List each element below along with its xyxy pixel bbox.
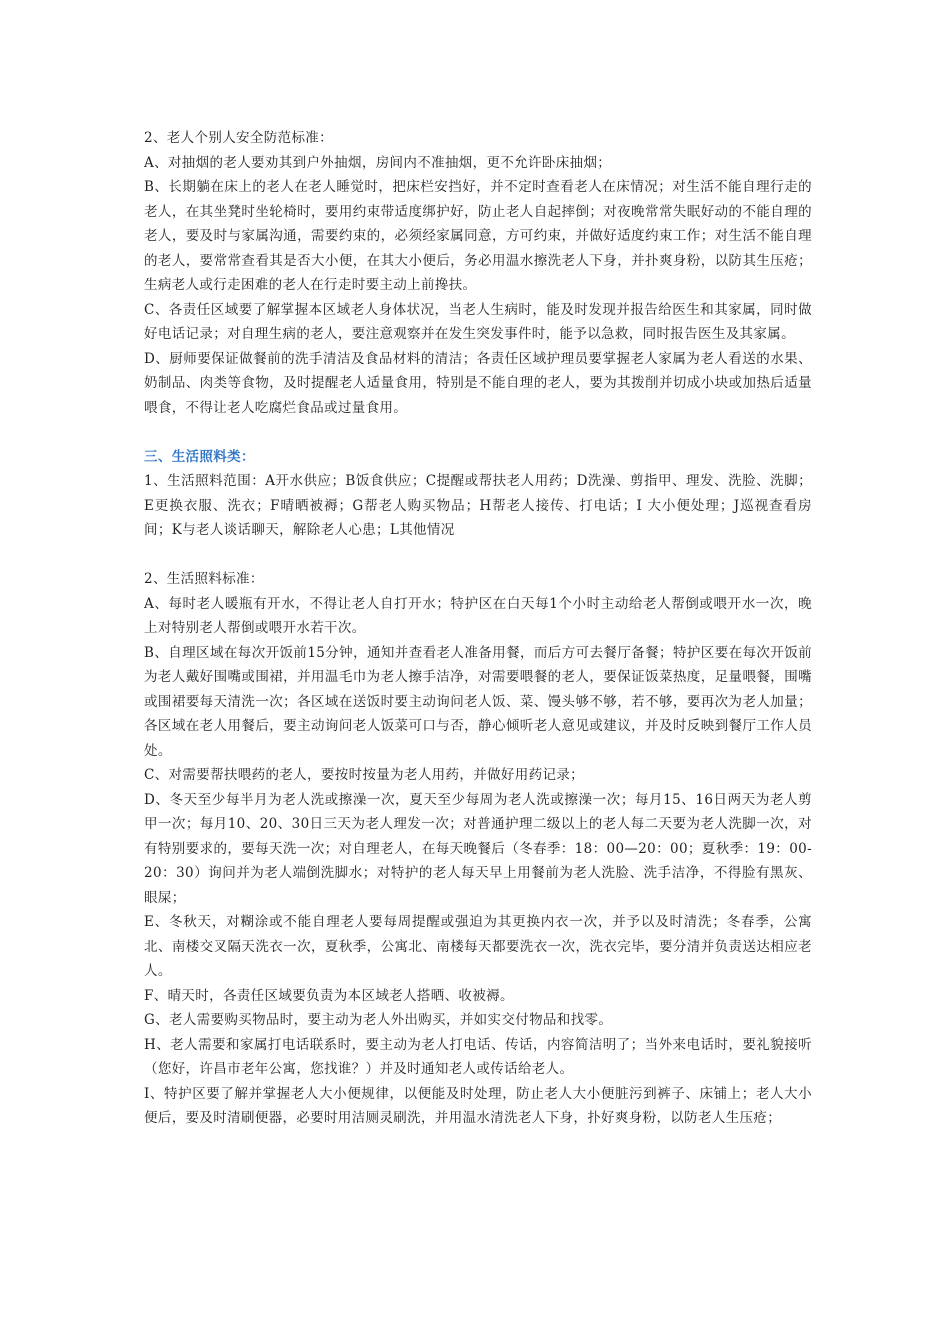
spacer [144, 543, 812, 568]
care-standard-g: G、老人需要购买物品时，要主动为老人外出购买，并如实交付物品和找零。 [144, 1012, 613, 1028]
section-heading-life-care: 三、生活照料类： [144, 448, 255, 465]
care-standard-h: H、老人需要和家属打电话联系时，要主动为老人打电话、传话，内容简洁明了；当外来电话时，要礼貌接听（您好，许昌市老年公寓，您找谁？）并及时通知老人或传话给老人。 [144, 1036, 812, 1077]
care-standard-a: A、每时老人暖瓶有开水，不得让老人自打开水；特护区在白天每1个小时主动给老人帮倒或喂开水一次，晚上对特别老人帮倒或喂开水若干次。 [144, 595, 812, 636]
spacer [144, 420, 812, 445]
care-standard-i: I、特护区要了解并掌握老人大小便规律，以便能及时处理，防止老人大小便脏污到裤子、床铺上；老人大小便后，要及时清刷便器，必要时用洁厕灵刷洗，并用温水清洗老人下身，扑好爽身粉，以防老人生压疮； [144, 1085, 812, 1126]
care-scope: 1、生活照料范围：A开水供应；B饭食供应；C提醒或帮扶老人用药；D洗澡、剪指甲、理发、洗脸、洗脚；E更换衣服、洗衣；F晴晒被褥；G帮老人购买物品；H帮老人接传、打电话；I 大小便处理；J巡视查看房间；K与老人谈话聊天，解除老人心患；L其他情况 [144, 473, 812, 538]
safety-item-d: D、厨师要保证做餐前的洗手清洁及食品材料的清洁；各责任区域护理员要掌握老人家属为老人看送的水果、奶制品、肉类等食物，及时提醒老人适量食用，特别是不能自理的老人，要为其拨削并切成小块或加热后适量喂食，不得让老人吃腐烂食品或过量食用。 [144, 350, 812, 416]
safety-item-a: A、对抽烟的老人要劝其到户外抽烟，房间内不准抽烟，更不允许卧床抽烟； [144, 154, 612, 171]
safety-item-b: B、长期躺在床上的老人在老人睡觉时，把床栏安挡好，并不定时查看老人在床情况；对生活不能自理行走的老人，在其坐凳时坐轮椅时，要用约束带适度绑护好，防止老人自起摔倒；对夜晚常常失眠好动的不能自理的老人，要及时与家属沟通，需要约束的，必须经家属同意，方可约束，并做好适度约束工作；对生活不能自理的老人，要常常查看其是否大小便，在其大小便后，务必用温水擦洗老人下身，并扑爽身粉，以防其生压疮；生病老人或行走困难的老人在行走时要主动上前搀扶。 [144, 179, 812, 293]
subsection-heading-care-standards: 2、生活照料标准： [144, 571, 264, 587]
safety-item-c: C、各责任区域要了解掌握本区域老人身体状况，当老人生病时，能及时发现并报告给医生和其家属，同时做好电话记录；对自理生病的老人，要注意观察并在发生突发事件时，能予以急救，同时报告医生及其家属。 [144, 301, 812, 342]
care-standard-d: D、冬天至少每半月为老人洗或擦澡一次，夏天至少每周为老人洗或擦澡一次；每月15、16日两天为老人剪甲一次；每月10、20、30日三天为老人理发一次；对普通护理二级以上的老人每二天要为老人洗脚一次，对有特别要求的，要每天洗一次；对自理老人，在每天晚餐后（冬春季：18：00—20：00；夏秋季：19：00-20：30）询问并为老人端倒洗脚水；对特护的老人每天早上用餐前为老人洗脸、洗手洁净，不得脸有黑灰、眼屎； [144, 791, 812, 906]
subsection-heading-safety: 2、老人个别人安全防范标准： [144, 130, 333, 146]
care-standard-e: E、冬秋天，对糊涂或不能自理老人要每周提醒或强迫为其更换内衣一次，并予以及时清洗；冬春季，公寓北、南楼交叉隔天洗衣一次，夏秋季，公寓北、南楼每天都要洗衣一次，洗衣完毕，要分清并负责送达相应老人。 [144, 914, 812, 979]
care-standard-b: B、自理区域在每次开饭前15分钟，通知并查看老人准备用餐，而后方可去餐厅备餐；特护区要在每次开饭前为老人戴好围嘴或围裙，并用温毛巾为老人擦手洁净，对需要喂餐的老人，要保证饭菜热度，足量喂餐，围嘴或围裙要每天清洗一次；各区域在送饭时要主动询问老人饭、菜、馒头够不够，若不够，要再次为老人加量；各区域在老人用餐后，要主动询问老人饭菜可口与否，静心倾听老人意见或建议，并及时反映到餐厅工作人员处。 [144, 644, 812, 759]
care-standard-f: F、晴天时，各责任区域要负责为本区域老人搭晒、收被褥。 [144, 987, 514, 1004]
care-standard-c: C、对需要帮扶喂药的老人，要按时按量为老人用药，并做好用药记录； [144, 767, 585, 783]
document-body [144, 126, 812, 1131]
